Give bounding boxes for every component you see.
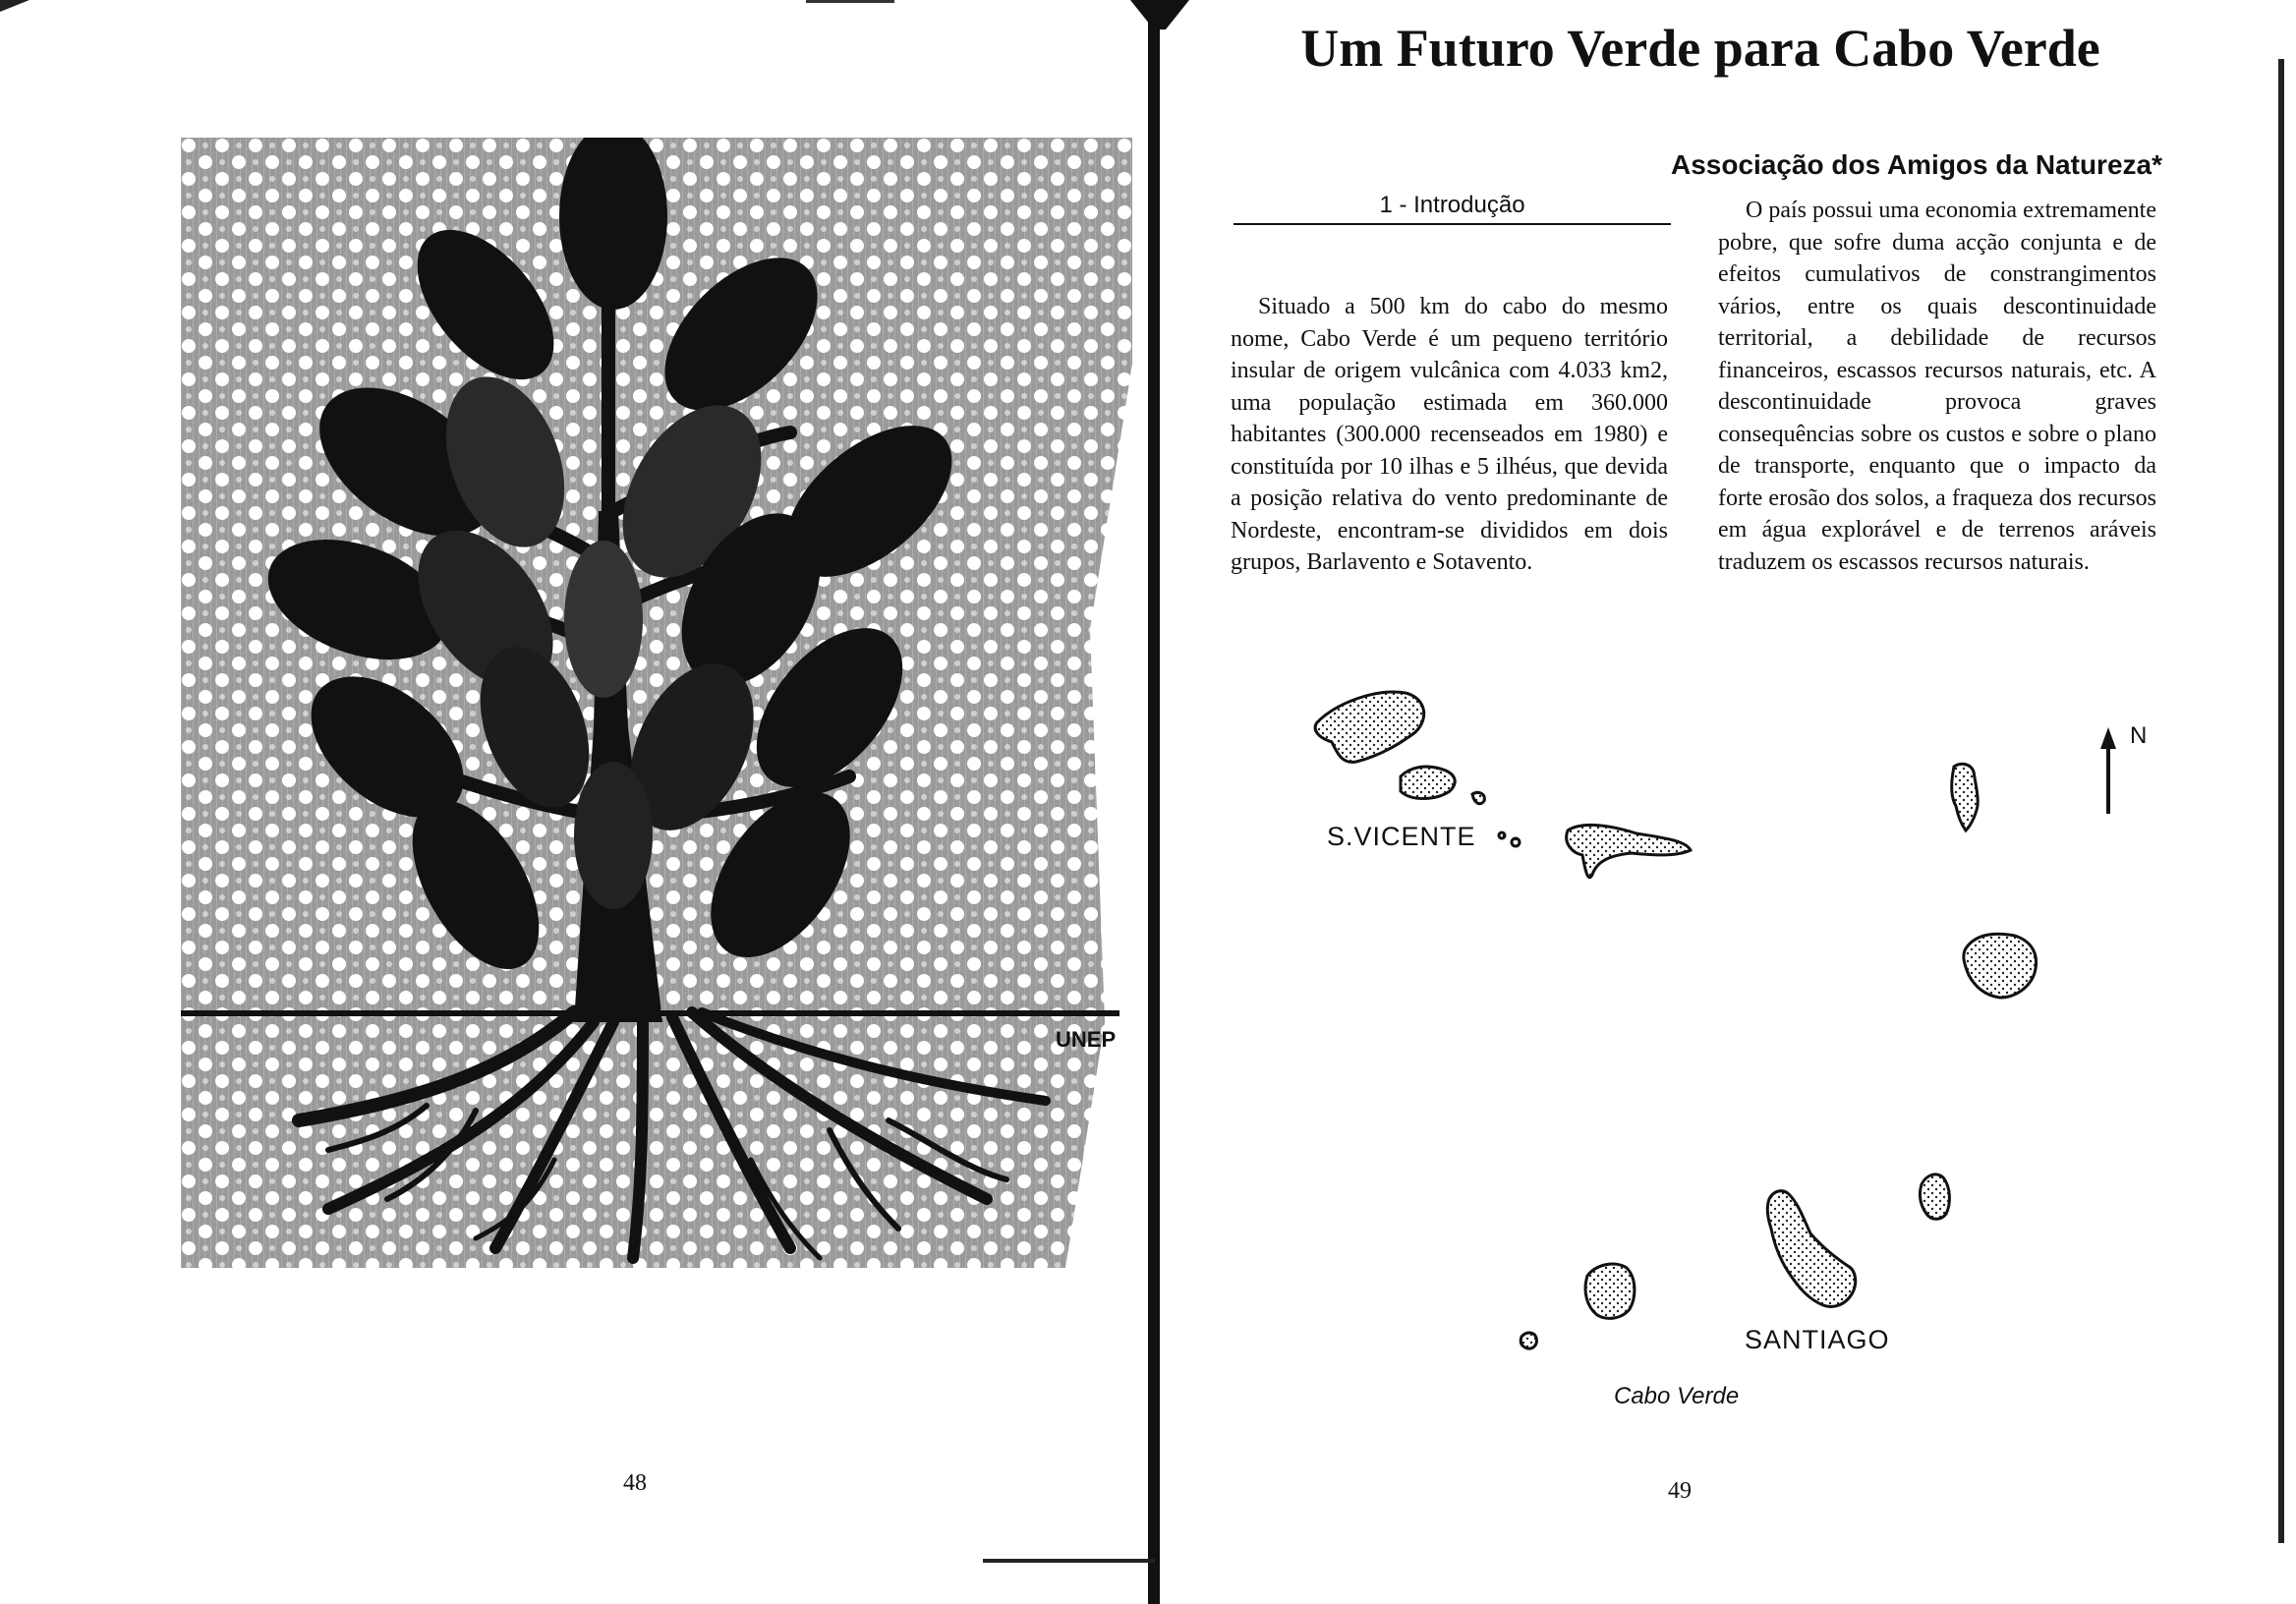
illustration-credit: UNEP [1056, 1027, 1117, 1052]
island-santiago [1767, 1191, 1855, 1307]
page-right-edge [2278, 59, 2284, 1543]
section-heading: 1 - Introdução [1234, 192, 1671, 225]
island-sal [1952, 764, 1979, 831]
scan-top-line [806, 0, 894, 3]
island-sao-nicolau [1567, 825, 1691, 877]
island-santa-luzia [1472, 792, 1484, 803]
north-arrow-icon [2098, 727, 2118, 816]
tree-illustration [181, 138, 1132, 1268]
map-caption: Cabo Verde [1614, 1383, 1740, 1409]
book-spine [1148, 0, 1160, 1604]
island-fogo [1585, 1264, 1635, 1318]
article-title: Um Futuro Verde para Cabo Verde [1300, 19, 2100, 78]
island-sao-vicente [1401, 767, 1455, 798]
paragraph-left-column: Situado a 500 km do cabo do mesmo nome, Cabo Verde é um pequeno território insular de origem vulcânica com 4.033 km2, uma população estimada em 360.000 habitantes (300.000 recenseados em 1980) e constituída por 10 ilhas e 5 ilhéus, que devida a posição relativa do vento predominante de Nordeste, encontram-se divididos em dois grupos, Barlavento e Sotavento. [1231, 294, 1668, 575]
cabo-verde-map [1297, 668, 2182, 1415]
island-boa-vista [1964, 934, 2037, 998]
island-santo-antao [1315, 692, 1424, 762]
map-label-santiago: SANTIAGO [1745, 1325, 1890, 1354]
scan-corner-shadow [0, 0, 29, 12]
page-number-left: 48 [623, 1470, 647, 1496]
page-number-right: 49 [1668, 1478, 1692, 1504]
islet-branco [1499, 832, 1505, 838]
article-author: Associação dos Amigos da Natureza* [1670, 149, 2162, 180]
island-maio [1920, 1174, 1949, 1219]
north-label: N [2130, 722, 2148, 749]
island-brava [1521, 1333, 1536, 1348]
islet-raso [1512, 838, 1520, 846]
map-label-sao-vicente: S.VICENTE [1327, 822, 1476, 851]
paragraph-right-column: O país possui uma economia extremamente pobre, que sofre duma acção conjunta e de efeitos cumulativos de constrangimentos vários, entre os quais descontinuidade territorial, a debilidade de recursos financeiros, escassos recursos naturais, etc. A descontinuidade provoca graves consequências sobre os custos e sobre o plano de transporte, enquanto que o impacto da forte erosão dos solos, a fraqueza dos recursos em água explorável e de terrenos aráveis traduzem os escassos recursos naturais. [1718, 198, 2156, 575]
scan-bottom-rule [983, 1559, 1155, 1563]
